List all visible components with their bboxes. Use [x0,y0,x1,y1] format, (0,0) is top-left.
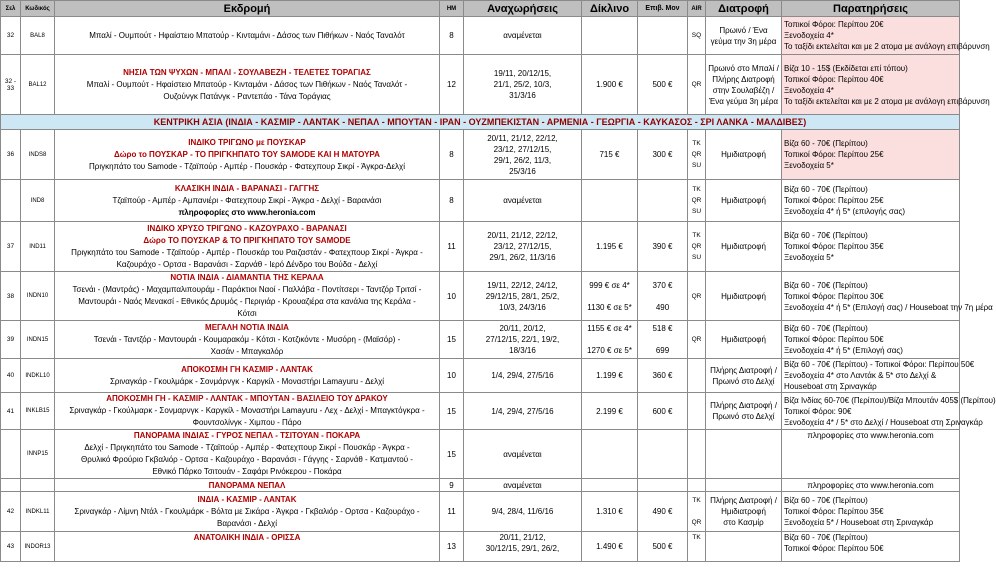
cell-text: 30/12/15, 29/1, 26/2, [485,544,560,553]
cell-text: Βίζα 60 - 70€ (Περίπου) - Τοπικοί Φόροι: Περίπου 50€ [784,360,975,369]
cell-text: Βίζα 60 - 70€ (Περίπου) [784,496,868,505]
cell-text: 20/11, 21/12, 22/12, [487,133,558,143]
table-row [1,272,960,321]
table-cell [55,272,440,321]
cell-text: Τσενάι - Ταντζόρ - Μαντουράι - Κουμαρακόμ - Κότσι - Κοτζικόντε - Μυσόρη - (Μαϊσόρ) - [93,334,401,344]
cell-text: Πλήρης Διατροφή / [710,401,777,410]
cell-text: 1270 € σε 5* [587,346,632,355]
cell-text: 1130 € σε 5* [587,302,632,312]
table-cell [1,479,21,492]
cell-text: INDKL10 [21,359,55,393]
table-cell [55,321,440,359]
table-row [1,359,960,393]
table-cell [1,430,21,479]
cell-text: 1/4, 29/4, 27/5/16 [464,359,582,393]
cell-text: Ξενοδοχεία 4* ή 5* (Επιλογή σας) / Houseboat την 7η μέρα [784,302,993,312]
cell-text: Ημιδιατροφή [721,507,766,516]
cell-text: Φουντσολίνγκ - Χιμπου - Πάρο [192,418,302,427]
cell-text: ΜΕΓΑΛΗ ΝΟΤΙΑ ΙΝΔΙΑ [205,322,289,332]
cell-text: αναμένεται [464,180,582,222]
cell-text: 19/11, 22/12, 24/12, [487,280,558,290]
cell-text: TK [692,232,701,239]
cell-text: 370 € [652,280,673,290]
table-cell [638,17,688,55]
table-row [1,180,960,222]
cell-text: 11 [440,222,464,272]
cell-text: SU [691,162,702,169]
cell-text: 10 [440,272,464,321]
cell-text: Ημιδιατροφή [706,222,782,272]
cell-text: Πρωινό στο Δελχί [712,376,775,386]
cell-text: Ξενοδοχεία 4* στο Λαντάκ & 5* στο Δελχί & [784,371,937,380]
table-cell [55,532,440,562]
table-cell [582,321,638,359]
cell-text: 20/11, 20/12, [499,324,546,333]
cell-text: 1/4, 29/4, 27/5/16 [464,393,582,430]
cell-text: INDN15 [21,321,55,359]
table-cell [782,272,993,321]
cell-text: 1.199 € [582,359,638,393]
cell-text: 8 [440,130,464,180]
cell-text: 715 € [582,130,638,180]
cell-text: Μπαλί - Ουμπούτ - Ηφαίστειο Μπατούρ - Κινταμάνι - Δάσος των Πιθήκων - Ναός Ταναλότ [55,17,440,55]
cell-text: ΝΗΣΙΑ ΤΩΝ ΨΥΧΩΝ - ΜΠΑΛΙ - ΣΟΥΛΑΒΕΖΗ - ΤΕΛΕΤΕΣ ΤΟΡΑΓΙΑΣ [123,67,371,77]
col-page: Σελ [1,1,21,17]
cell-text: Ξενοδοχεία 5* [784,161,834,170]
cell-text: Τοπικοί Φόροι: Περίπου 30€ [784,291,884,301]
cell-text: 36 [1,130,21,180]
cell-text: Πρωινό στο Μπαλί / [708,63,779,73]
cell-text: Δελχί - Πριγκηπάτο του Samode - Τζαϊπούρ - Αμπέρ - Φατεχπουρ Σικρί - Πουσκάρ - Άγκρα - [84,443,410,452]
table-cell [464,272,582,321]
cell-text: IND11 [21,222,55,272]
cell-text: πληροφορίες στο www.heronia.com [782,479,960,492]
cell-text: Ημιδιατροφή [706,321,782,359]
cell-text: Ξενοδοχεία 5* [784,253,834,262]
cell-text: πληροφορίες στο www.heronia.com [782,430,960,479]
table-cell [638,479,688,492]
cell-text: Δώρο ΤΟ ΠΟΥΣΚΑΡ & ΤΟ ΠΡΙΓΚΗΠΑΤΟ ΤΟΥ SAMODE [143,235,351,245]
cell-text: Μπαλί - Ουμπούτ - Ηφαίστειο Μπατούρ - Κινταμάνι - Δάσος των Πιθήκων - Ναός Ταναλότ - [86,79,408,89]
table-cell [582,17,638,55]
cell-text: QR [688,55,706,115]
table-row [1,222,960,272]
cell-text: 41 [1,393,21,430]
table-cell [706,532,782,562]
table-row [1,17,960,55]
table-row [1,430,960,479]
cell-text: INDOR13 [21,532,55,562]
table-row [1,321,960,359]
cell-text: Βίζα 60 - 70€ (Περίπου) [784,185,868,194]
cell-text: 15 [440,393,464,430]
cell-text: ΚΕΝΤΡΙΚΗ ΑΣΙΑ (ΙΝΔΙΑ - ΚΑΣΜΙΡ - ΛΑΝΤΑΚ - ΝΕΠΑΛ - ΜΠΟΥΤΑΝ - ΙΡΑΝ - ΟΥΖΜΠΕΚΙΣΤΑΝ - ΑΡΜΕΝΙΑ - ΓΕΩΡΓΙΑ - ΚΑΥΚΑΣΟΣ - ΣΡΙ ΛΑΝΚΑ - ΜΑΛΔΙΒΕΣ) [1,115,960,130]
table-cell [582,272,638,321]
cell-text: Μαντουράι - Ναός Μενακσί - Εθνικός Δρυμός - Περιγιάρ - Κρουαζιέρα στα κανάλια της Κεράλα - [78,297,416,306]
cell-text: Καζουράχο - Ορτσα - Βαρανάσι - Σαρνάθ - Ιερό Δένδρο του Βούδα - Δελχί [116,259,378,269]
cell-text: Σριναγκάρ - Γκουλμάρκ - Σονμάρνγκ - Καργκίλ - Μοναστήρι Lamayuru - Δελχί [109,376,385,386]
cell-text: 1.900 € [582,55,638,115]
table-row [1,130,960,180]
cell-text: 500 € [638,532,688,562]
cell-text: Τοπικοί Φόροι: Περίπου 50€ [784,544,884,553]
cell-text: Ξενοδοχεία 5* / Houseboat στη Σριναγκάρ [784,518,934,527]
cell-text: Ένα γεύμα 3η μέρα [709,96,778,106]
cell-text: 39 [1,321,21,359]
cell-text: 15 [440,321,464,359]
cell-text: 31/3/16 [509,91,536,100]
cell-text: TK [692,497,701,504]
table-row [1,492,960,532]
cell-text: Ξενοδοχεία 4* [784,85,834,95]
cell-text: αναμένεται [464,479,582,492]
cell-text: 699 [655,346,670,355]
table-cell [688,479,706,492]
table-cell [688,180,706,222]
table-cell [782,532,960,562]
cell-text: 9/4, 28/4, 11/6/16 [464,492,582,532]
cell-text: Houseboat στη Σριναγκάρ [784,382,877,391]
cell-text: Τοπικοί Φόροι: Περίπου 35€ [784,507,884,516]
col-air: AIR [688,1,706,17]
cell-text: 15 [440,430,464,479]
cell-text: Ημιδιατροφή [706,130,782,180]
table-cell [706,55,782,115]
table-cell [688,359,706,393]
cell-text: 25/3/16 [509,166,536,176]
table-cell [55,430,440,479]
cell-text: Τοπικοί Φόροι: Περίπου 20€ [784,20,884,29]
cell-text: Τζαϊπούρ - Αμπέρ - Αμπανιέρι - Φατεχπουρ Σικρί - Άγκρα - Δελχί - Βαρανάσι [112,195,382,205]
cell-text: 999 € σε 4* [589,280,630,290]
table-cell [688,130,706,180]
cell-text: 12 [440,55,464,115]
table-cell [55,492,440,532]
cell-text: 390 € [638,222,688,272]
cell-text: 32 [1,17,21,55]
table-cell [706,430,782,479]
cell-text: 23/12, 27/12/15, [493,242,552,251]
cell-text: Πριγκηπάτο του Samode - Τζαϊπούρ - Αμπέρ - Πουσκάρ του Ραιζαστάν - Φατεχπουρ Σικρί - Άγκρα - [71,247,423,257]
section-band [1,115,960,130]
cell-text: ΙΝΔΙΚΟ ΧΡΥΣΟ ΤΡΙΓΩΝΟ - ΚΑΖΟΥΡΑΧΟ - ΒΑΡΑΝΑΣΙ [147,223,347,233]
cell-text: Πλήρης Διατροφή / [710,365,777,375]
cell-text: Βίζα Ινδίας 60-70€ (Περίπου)/Βίζα Μπουτάν 405$ (Περίπου) [784,395,996,405]
cell-text: IND8 [21,180,55,222]
cell-text: 43 [1,532,21,562]
cell-text: Τοπικοί Φόροι: Περίπου 25€ [784,150,884,159]
table-cell [782,359,975,393]
cell-text: 360 € [638,359,688,393]
cell-text: στο Κασμίρ [723,518,764,527]
cell-text: Πλήρης Διατροφή [712,74,775,84]
table-cell [464,130,582,180]
cell-text: Ξενοδοχεία 4* ή 5* (Επιλογή σας) [784,346,903,355]
cell-text: Τοπικοί Φόροι: Περίπου 40€ [784,74,884,84]
col-single: Επιβ. Μον [638,1,688,17]
table-cell [688,430,706,479]
cell-text: 300 € [638,130,688,180]
cell-text: 500 € [638,55,688,115]
table-cell [638,321,688,359]
col-departures: Αναχωρήσεις [464,1,582,17]
table-cell [582,479,638,492]
table-cell [55,222,440,272]
cell-text: 20/11, 21/12, [499,533,546,542]
cell-text: 38 [1,272,21,321]
cell-text: ΝΟΤΙΑ ΙΝΔΙΑ - ΔΙΑΜΑΝΤΙΑ ΤΗΣ ΚΕΡΑΛΑ [170,273,324,282]
cell-text: Βίζα 60 - 70€ (Περίπου) [784,280,868,290]
cell-text: ΑΠΟΚΟΣΜΗ ΓΗ - ΚΑΣΜΙΡ - ΛΑΝΤΑΚ - ΜΠΟΥΤΑΝ - ΒΑΣΙΛΕΙΟ ΤΟΥ ΔΡΑΚΟΥ [106,394,388,403]
cell-text: QR [691,243,702,250]
table-cell [464,55,582,115]
table-row [1,55,960,115]
cell-text: QR [691,197,702,204]
cell-text: SQ [688,17,706,55]
cell-text: 1.490 € [582,532,638,562]
cell-text: TK [692,140,701,147]
cell-text: INDS8 [21,130,55,180]
cell-text: Ξενοδοχεία 4* / 5* στο Δελχί / Houseboat στη Σριναγκάρ [784,417,983,427]
cell-text: 9 [440,479,464,492]
table-cell [782,180,960,222]
cell-text: 32 - 33 [1,55,21,115]
cell-text: Πρωινό στο Δελχί [712,412,775,421]
cell-text: 2.199 € [582,393,638,430]
table-cell [706,17,782,55]
table-cell [55,130,440,180]
cell-text: Εθνικό Πάρκο Τσιτουάν - Σαφάρι Ρινόκερου - Ποκάρα [152,467,342,476]
table-cell [706,492,782,532]
cell-text: Τοπικοί Φόροι: Περίπου 50€ [784,335,884,344]
table-cell [782,130,960,180]
table-cell [688,222,706,272]
table-cell [1,180,21,222]
cell-text: 10 [440,359,464,393]
cell-text: 1155 € σε 4* [587,324,632,333]
cell-text: Θρυλικό Φρούριο Γκβαλιόρ - Ορτσα - Καζουράχο - Βαρανάσι - Γάγγης - Σαρνάθ - Κατμαντού - [81,455,413,464]
cell-text: 490 [655,302,670,312]
cell-text: 23/12, 27/12/15, [493,144,552,154]
cell-text: Βίζα 60 - 70€ (Περίπου) [784,231,868,240]
cell-text: γεύμα την 3η μέρα [710,36,777,46]
cell-text: 18/3/16 [509,346,536,355]
table-row [1,532,960,562]
cell-text: Βαρανάσι - Δελχί [216,518,278,528]
cell-text: Το ταξίδι εκτελείται και με 2 ατομα με ανάλογη επιβάρυνση [784,96,990,106]
cell-text: Το ταξίδι εκτελείται και με 2 ατομα με ανάλογη επιβάρυνση [784,42,990,51]
cell-text: SU [691,254,702,261]
cell-text: BAL12 [21,55,55,115]
cell-text: Τοπικοί Φόροι: Περίπου 35€ [784,242,884,251]
cell-text: TK [688,532,706,562]
cell-text: 20/11, 21/12, 22/12, [487,231,558,240]
cell-text: 29/1, 26/2, 11/3, [493,155,552,165]
table-cell [55,180,440,222]
table-cell [582,430,638,479]
cell-text: 27/12/15, 22/1, 19/2, [485,335,560,344]
table-cell [782,17,990,55]
cell-text: Σριναγκάρ - Γκούλμαρκ - Σονμαρνγκ - Καργκίλ - Μοναστήρι Lamayuru - Λεχ - Δελχί - Μπαγκτόγκρα - [69,406,425,415]
cell-text: Ημιδιατροφή [706,272,782,321]
col-notes: Παρατηρήσεις [782,1,960,17]
cell-text: Τσενάι - (Μαντράς) - Μαχαμπαλιπουράμ - Παράκτιοι Ναοί - Παλλάβα - Ποντίτσερι - Ταντζόρ Τριτσί - [72,285,422,294]
cell-text: BAL8 [21,17,55,55]
table-cell [464,321,582,359]
cell-text: 29/1, 26/2, 11/3/16 [489,253,556,262]
cell-text: 518 € [652,324,673,333]
cell-text: Δώρο το ΠΟΥΣΚΑΡ - ΤΟ ΠΡΙΓΚΗΠΑΤΟ ΤΟΥ SAMODE ΚΑΙ Η ΜΑΤΟΥΡΑ [114,149,380,159]
cell-text: INDN10 [21,272,55,321]
col-route: Εκδρομή [55,1,440,17]
cell-text: INNP15 [21,430,55,479]
cell-text: 40 [1,359,21,393]
col-meals: Διατροφή [706,1,782,17]
col-days: ΗΜ [440,1,464,17]
cell-text: 29/12/15, 28/1, 25/2, [485,291,560,301]
table-cell [21,479,55,492]
cell-text: 37 [1,222,21,272]
cell-text: ΠΑΝΟΡΑΜΑ ΝΕΠΑΛ [55,479,440,492]
table-cell [638,180,688,222]
cell-text: ΠΑΝΟΡΑΜΑ ΙΝΔΙΑΣ - ΓΥΡΟΣ ΝΕΠΑΛ - ΤΣΙΤΟΥΑΝ - ΠΟΚΑΡΑ [133,431,361,440]
cell-text: INDKL11 [21,492,55,532]
table-cell [55,55,440,115]
cell-text: πληροφορίες στο www.heronia.com [178,207,316,217]
cell-text: Χασάν - Μπαγκαλόρ [210,346,284,356]
table-cell [464,532,582,562]
cell-text: αναμένεται [464,430,582,479]
table-cell [688,393,706,430]
cell-text: Πριγκηπάτο του Samode - Τζαϊπούρ - Αμπέρ - Πουσκάρ - Φατεχπουρ Σικρί - Άγκρα-Δελχί [88,161,406,171]
table-cell [464,222,582,272]
cell-text: TK [692,186,701,193]
cell-text: 10/3, 24/3/16 [499,302,546,312]
table-cell [782,321,960,359]
cell-text: Ουζούνγκ Πατάνγκ - Ραντεπάο - Τάνα Τοράγιας [163,91,331,101]
cell-text: Βίζα 10 - 15$ (Εκδίδεται επί τόπου) [784,63,908,73]
table-cell [638,430,688,479]
table-cell [706,359,782,393]
table-cell [638,272,688,321]
cell-text: Πλήρης Διατροφή / [710,496,777,505]
table-cell [55,359,440,393]
cell-text: 8 [440,17,464,55]
cell-text: SU [691,208,702,215]
col-code: Κωδικός [21,1,55,17]
cell-text: 19/11, 20/12/15, [493,69,552,78]
table-cell [782,393,996,430]
cell-text: QR [688,272,706,321]
col-double: Δίκλινο [582,1,638,17]
cell-text: Πρωινό / Ένα [719,25,768,35]
table-cell [55,393,440,430]
cell-text: ΙΝΔΙΚΟ ΤΡΙΓΩΝΟ με ΠΟΥΣΚΑΡ [188,137,306,147]
cell-text: ΙΝΔΙΑ - ΚΑΣΜΙΡ - ΛΑΝΤΑΚ [197,494,297,504]
cell-text: 600 € [638,393,688,430]
cell-text: Βίζα 60 - 70€ (Περίπου) [784,139,868,148]
table-cell [688,492,706,532]
cell-text: Ημιδιατροφή [706,180,782,222]
cell-text: 1.310 € [582,492,638,532]
cell-text: Τοπικοί Φόροι: Περίπου 25€ [784,196,884,205]
cell-text: Ξενοδοχεία 4* [784,31,834,40]
cell-text: QR [691,151,702,158]
table-cell [782,222,960,272]
table-row [1,393,960,430]
table-row [1,479,960,492]
cell-text: ΚΛΑΣΙΚΗ ΙΝΔΙΑ - ΒΑΡΑΝΑΣΙ - ΓΑΓΓΗΣ [174,183,320,193]
cell-text: στην Σουλαβέζη / [712,85,775,95]
cell-text: ΑΠΟΚΟΣΜΗ ΓΗ ΚΑΣΜΙΡ - ΛΑΝΤΑΚ [181,364,313,374]
table-cell [706,393,782,430]
table-cell [782,492,960,532]
cell-text: Τοπικοί Φόροι: 90€ [784,406,852,416]
cell-text: Σριναγκάρ - Λίμνη Ντάλ - Γκουλμάρκ - Βόλτα με Σικάρα - Άγκρα - Γκβαλιόρ - Ορτσα - Καζουράχο - [74,506,420,516]
cell-text: 11 [440,492,464,532]
table-cell [706,479,782,492]
cell-text: 490 € [638,492,688,532]
cell-text: INKLB15 [21,393,55,430]
header-row [1,1,960,17]
cell-text: Βίζα 60 - 70€ (Περίπου) [784,533,868,542]
cell-text: Βίζα 60 - 70€ (Περίπου) [784,324,868,333]
cell-text: QR [688,321,706,359]
cell-text: Κότσι [237,309,257,318]
cell-text: 1.195 € [582,222,638,272]
cell-text: αναμένεται [464,17,582,55]
cell-text: 8 [440,180,464,222]
table-cell [782,55,990,115]
cell-text: 13 [440,532,464,562]
cell-text: 21/1, 25/2, 10/3, [493,80,552,89]
cell-text: Ξενοδοχεία 4* ή 5* (επιλογής σας) [784,207,905,216]
cell-text: ΑΝΑΤΟΛΙΚΗ ΙΝΔΙΑ - ΟΡΙΣΣΑ [193,533,301,542]
table-cell [582,180,638,222]
cell-text: 42 [1,492,21,532]
cell-text: QR [691,519,702,526]
